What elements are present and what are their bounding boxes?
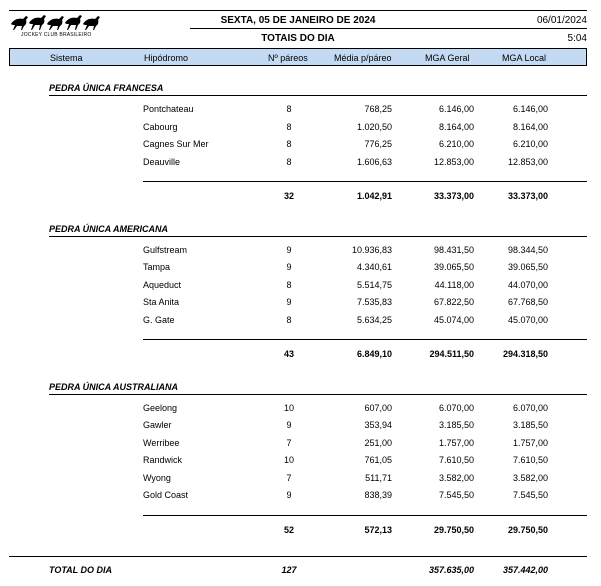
cell-pareos: 8	[286, 157, 292, 167]
cell-hipodromo: Tampa	[143, 262, 171, 272]
cell-mga-local: 6.070,00	[512, 403, 548, 413]
cell-mga-local: 7.545,50	[512, 490, 548, 500]
cell-pareos: 10	[283, 455, 294, 465]
subtotal-mga-local: 294.318,50	[502, 349, 548, 359]
cell-hipodromo: Gulfstream	[143, 245, 188, 255]
subtotal-mga-local: 29.750,50	[507, 525, 548, 535]
cell-hipodromo: Gawler	[143, 420, 172, 430]
section-divider	[49, 236, 587, 237]
cell-hipodromo: Wyong	[143, 473, 171, 483]
subtotal-media: 1.042,91	[356, 191, 392, 201]
cell-mga-geral: 7.545,50	[438, 490, 474, 500]
cell-mga-local: 12.853,00	[507, 157, 548, 167]
logo-text: JOCKEY CLUB BRASILEIRO	[21, 32, 92, 38]
cell-hipodromo: Cagnes Sur Mer	[143, 139, 209, 149]
cell-hipodromo: G. Gate	[143, 315, 175, 325]
cell-mga-geral: 6.146,00	[438, 104, 474, 114]
cell-pareos: 8	[286, 280, 292, 290]
subtotal-media: 572,13	[364, 525, 392, 535]
cell-pareos: 8	[286, 104, 292, 114]
cell-hipodromo: Pontchateau	[143, 104, 194, 114]
cell-media: 251,00	[364, 438, 392, 448]
cell-hipodromo: Geelong	[143, 403, 178, 413]
cell-mga-local: 8.164,00	[512, 122, 548, 132]
cell-pareos: 8	[286, 315, 292, 325]
cell-media: 1.020,50	[356, 122, 392, 132]
cell-pareos: 7	[286, 438, 292, 448]
subtotal-media: 6.849,10	[356, 349, 392, 359]
cell-mga-local: 1.757,00	[512, 438, 548, 448]
horses-icon	[9, 10, 107, 32]
cell-mga-local: 45.070,00	[507, 315, 548, 325]
col-pareos: Nº páreos	[268, 53, 308, 63]
cell-hipodromo: Aqueduct	[143, 280, 182, 290]
cell-media: 353,94	[364, 420, 392, 430]
cell-pareos: 9	[286, 245, 292, 255]
grand-total-mga-local: 357.442,00	[502, 565, 548, 575]
col-mga-geral: MGA Geral	[425, 53, 470, 63]
cell-mga-geral: 1.757,00	[438, 438, 474, 448]
cell-mga-geral: 44.118,00	[434, 280, 474, 290]
cell-media: 1.606,63	[356, 157, 392, 167]
subtotal-divider	[143, 515, 587, 516]
col-sistema: Sistema	[50, 53, 83, 63]
cell-hipodromo: Werribee	[143, 438, 180, 448]
subtotal-divider	[143, 339, 587, 340]
grand-total-pareos: 127	[281, 565, 297, 575]
col-mga-local: MGA Local	[502, 53, 547, 63]
subtotal-divider	[143, 181, 587, 182]
cell-mga-geral: 98.431,50	[433, 245, 474, 255]
cell-hipodromo: Cabourg	[143, 122, 178, 132]
cell-mga-geral: 67.822,50	[433, 297, 474, 307]
header-divider-middle	[190, 28, 587, 29]
cell-mga-geral: 7.610,50	[438, 455, 474, 465]
cell-pareos: 10	[283, 403, 294, 413]
cell-mga-geral: 3.185,50	[438, 420, 474, 430]
section-divider	[49, 95, 587, 96]
cell-mga-geral: 6.070,00	[438, 403, 474, 413]
cell-mga-geral: 8.164,00	[438, 122, 474, 132]
cell-pareos: 9	[286, 262, 292, 272]
cell-mga-local: 3.582,00	[512, 473, 548, 483]
cell-pareos: 9	[286, 490, 292, 500]
report-time: 5:04	[567, 33, 587, 44]
cell-media: 761,05	[364, 455, 392, 465]
report-title: SEXTA, 05 DE JANEIRO DE 2024	[220, 15, 376, 26]
cell-media: 607,00	[364, 403, 392, 413]
cell-mga-geral: 12.853,00	[433, 157, 474, 167]
subtotal-mga-geral: 33.373,00	[433, 191, 474, 201]
cell-media: 776,25	[364, 139, 392, 149]
subtotal-pareos: 43	[283, 349, 294, 359]
cell-hipodromo: Gold Coast	[143, 490, 189, 500]
subtotal-mga-geral: 29.750,50	[433, 525, 474, 535]
grand-total-divider	[9, 556, 587, 557]
cell-media: 768,25	[364, 104, 392, 114]
cell-media: 10.936,83	[351, 245, 392, 255]
cell-mga-geral: 6.210,00	[438, 139, 474, 149]
section-divider	[49, 394, 587, 395]
subtotal-pareos: 52	[283, 525, 294, 535]
subtotal-mga-local: 33.373,00	[507, 191, 548, 201]
cell-pareos: 7	[286, 473, 292, 483]
grand-total-mga-geral: 357.635,00	[428, 565, 474, 575]
cell-mga-geral: 39.065,50	[433, 262, 474, 272]
col-media: Média p/páreo	[334, 53, 392, 63]
cell-media: 5.634,25	[356, 315, 392, 325]
cell-hipodromo: Sta Anita	[143, 297, 180, 307]
cell-mga-local: 7.610,50	[512, 455, 548, 465]
cell-media: 5.514,75	[356, 280, 392, 290]
cell-mga-geral: 45.074,00	[433, 315, 474, 325]
grand-total-label: TOTAL DO DIA	[49, 565, 112, 575]
cell-hipodromo: Deauville	[143, 157, 181, 167]
cell-media: 511,71	[365, 473, 392, 483]
cell-mga-local: 44.070,00	[507, 280, 548, 290]
jockey-club-logo	[9, 10, 107, 40]
cell-pareos: 8	[286, 139, 292, 149]
section-title: PEDRA ÚNICA AMERICANA	[49, 224, 168, 234]
header-divider-top	[9, 10, 587, 11]
cell-mga-local: 6.210,00	[512, 139, 548, 149]
column-header-bar	[9, 48, 587, 66]
cell-media: 4.340,61	[356, 262, 392, 272]
cell-mga-local: 98.344,50	[507, 245, 548, 255]
report-date: 06/01/2024	[536, 15, 587, 26]
cell-mga-geral: 3.582,00	[438, 473, 474, 483]
cell-pareos: 8	[286, 122, 292, 132]
cell-mga-local: 67.768,50	[507, 297, 548, 307]
section-title: PEDRA ÚNICA FRANCESA	[49, 83, 164, 93]
cell-pareos: 9	[286, 420, 292, 430]
col-hipodromo: Hipódromo	[144, 53, 189, 63]
subtotal-mga-geral: 294.511,50	[429, 349, 474, 359]
section-title: PEDRA ÚNICA AUSTRALIANA	[49, 382, 178, 392]
cell-mga-local: 39.065,50	[507, 262, 548, 272]
cell-mga-local: 3.185,50	[512, 420, 548, 430]
cell-mga-local: 6.146,00	[512, 104, 548, 114]
cell-hipodromo: Randwick	[143, 455, 183, 465]
subtotal-pareos: 32	[283, 191, 294, 201]
cell-pareos: 9	[286, 297, 292, 307]
report-subtitle: TOTAIS DO DIA	[261, 33, 335, 44]
cell-media: 838,39	[364, 490, 392, 500]
cell-media: 7.535,83	[356, 297, 392, 307]
